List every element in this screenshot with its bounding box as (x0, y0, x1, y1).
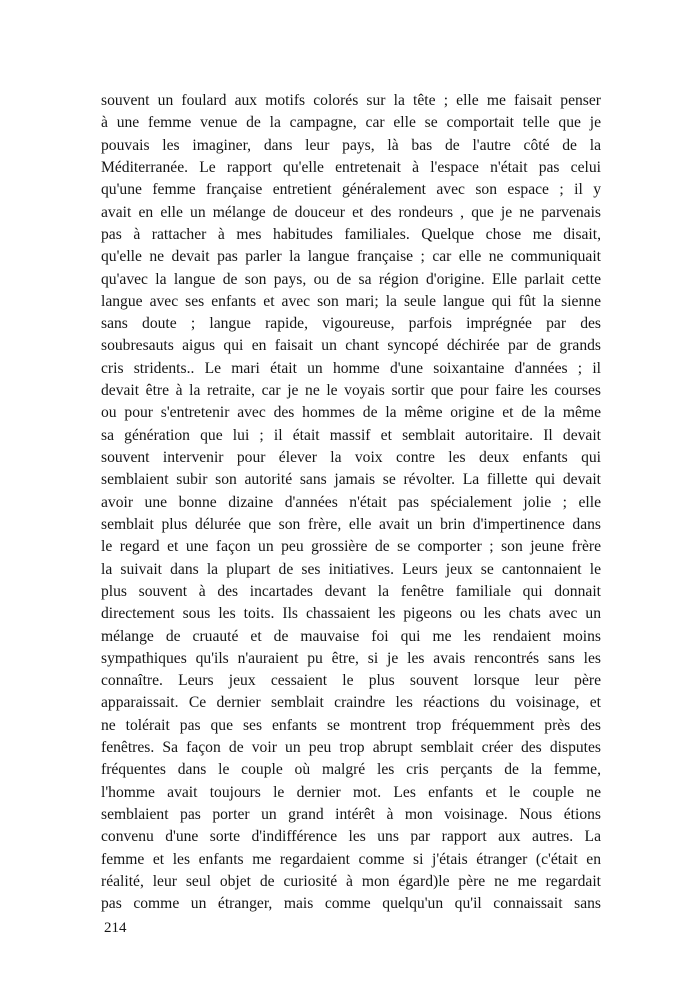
text-line: mélange de cruauté et de mauvaise foi qui me les rendaient moins (101, 627, 601, 645)
text-line: Méditerranée. Le rapport qu'elle entretenait à l'espace n'était pas celui (101, 158, 601, 176)
text-line: à une femme venue de la campagne, car elle se comportait telle que je (101, 114, 601, 132)
text-line: apparaissait. Ce dernier semblait craindre les réactions du voisinage, et (101, 694, 601, 712)
text-line: pouvais les imaginer, dans leur pays, là bas de l'autre côté de la (101, 136, 601, 154)
text-line: le regard et une façon un peu grossière de se comporter ; son jeune frère (101, 538, 601, 556)
text-line: réalité, leur seul objet de curiosité à mon égard)le père ne me regardait (101, 872, 601, 890)
text-line: langue avec ses enfants et avec son mari; la seule langue qui fût la sienne (101, 292, 601, 310)
text-line: convenu d'une sorte d'indifférence les uns par rapport aux autres. La (101, 828, 601, 846)
text-line: directement sous les toits. Ils chassaient les pigeons ou les chats avec un (101, 605, 601, 623)
text-line: ou pour s'entretenir avec des hommes de la même origine et de la même (101, 404, 601, 422)
text-line: devait être à la retraite, car je ne le voyais sortir que pour faire les courses (101, 382, 601, 400)
text-line: cris stridents.. Le mari était un homme d'une soixantaine d'années ; il (101, 359, 601, 377)
text-line: souvent un foulard aux motifs colorés sur la tête ; elle me faisait penser (101, 92, 601, 109)
text-line: pas à rattacher à mes habitudes familiales. Quelque chose me disait, (101, 225, 601, 243)
text-line: pas comme un étranger, mais comme quelqu'un qu'il connaissait sans (101, 895, 601, 913)
text-line: plus souvent à des incartades devant la fenêtre familiale qui donnait (101, 582, 601, 600)
text-line: semblaient pas porter un grand intérêt à mon voisinage. Nous étions (101, 806, 601, 823)
text-line: l'homme avait toujours le dernier mot. Les enfants et le couple ne (101, 783, 601, 801)
page-number: 214 (104, 920, 127, 936)
text-line: connaître. Leurs jeux cessaient le plus souvent lorsque leur père (101, 672, 601, 690)
text-line: qu'avec la langue de son pays, ou de sa région d'origine. Elle parlait cette (101, 270, 601, 288)
text-line: sa génération que lui ; il était massif et semblait autoritaire. Il devait (101, 426, 601, 444)
text-line: femme et les enfants me regardaient comme si j'étais étranger (c'était en (101, 850, 601, 868)
page-text (101, 90, 601, 916)
text-line: semblait plus délurée que son frère, elle avait un brin d'impertinence dans (101, 515, 601, 533)
text-line: semblaient subir son autorité sans jamais se révolter. La fillette qui devait (101, 471, 601, 489)
text-line: qu'elle ne devait pas parler la langue française ; car elle ne communiquait (101, 248, 601, 266)
text-line: avoir une bonne dizaine d'années n'était pas spécialement jolie ; elle (101, 493, 601, 511)
text-line: ne tolérait pas que ses enfants se montrent trop fréquemment près des (101, 716, 601, 734)
text-line: souvent intervenir pour élever la voix contre les deux enfants qui (101, 449, 601, 466)
text-line: soubresauts aigus qui en faisait un chant syncopé déchirée par de grands (101, 337, 601, 355)
text-line: la suivait dans la plupart de ses initiatives. Leurs jeux se cantonnaient le (101, 560, 601, 578)
text-line: fréquentes dans le couple où malgré les cris perçants de la femme, (101, 761, 601, 779)
text-line: avait en elle un mélange de douceur et des rondeurs , que je ne parvenais (101, 203, 601, 221)
text-line: qu'une femme française entretient généralement avec son espace ; il y (101, 181, 601, 199)
text-line: fenêtres. Sa façon de voir un peu trop abrupt semblait créer des disputes (101, 739, 601, 757)
text-line: sympathiques qu'ils n'auraient pu être, si je les avais rencontrés sans les (101, 649, 601, 667)
text-line: sans doute ; langue rapide, vigoureuse, parfois imprégnée par des (101, 315, 601, 333)
